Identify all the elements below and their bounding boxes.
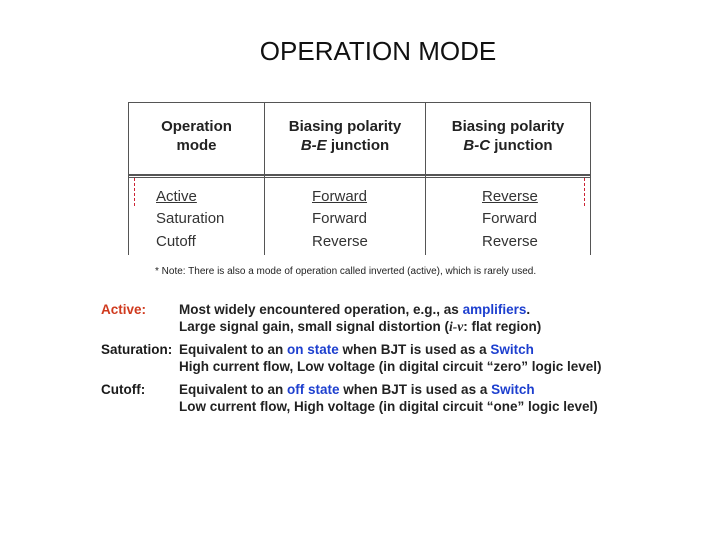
header-rule: [129, 177, 590, 178]
header-rule: [129, 174, 590, 176]
mode-label-cutoff: Cutoff:: [101, 382, 146, 397]
saturation-line-2: High current flow, Low voltage (in digital circuit “zero” logic level): [179, 359, 602, 374]
header-operation-mode: Operation mode: [161, 118, 232, 154]
table-cell-bc: Reverse: [482, 188, 538, 205]
active-line-1: Most widely encountered operation, e.g., as amplifiers.: [179, 302, 531, 317]
operation-mode-table: [128, 102, 591, 255]
mode-label-saturation: Saturation:: [101, 342, 173, 357]
table-cell-mode: Active: [156, 188, 197, 205]
table-cell-bc: Reverse: [482, 233, 538, 250]
saturation-line-1: Equivalent to an on state when BJT is used as a Switch: [179, 342, 534, 357]
header-bc-junction: Biasing polarity B-C junction: [451, 118, 565, 154]
mode-label-active: Active:: [101, 302, 147, 317]
highlight-marker: [134, 178, 135, 206]
table-note: * Note: There is also a mode of operation called inverted (active), which is rarely used.: [155, 266, 537, 277]
header-be-junction: Biasing polarity B-E junction: [288, 118, 402, 154]
page-title: OPERATION MODE: [259, 36, 497, 66]
table-cell-mode: Cutoff: [156, 233, 196, 250]
table-cell-bc: Forward: [482, 210, 538, 227]
table-cell-be: Forward: [312, 188, 368, 205]
table-cell-mode: Saturation: [156, 210, 225, 227]
table-cell-be: Forward: [312, 210, 368, 227]
table-cell-be: Reverse: [312, 233, 368, 250]
active-line-2: Large signal gain, small signal distortion (i-v: flat region): [179, 319, 542, 334]
highlight-marker: [584, 178, 585, 206]
cutoff-line-1: Equivalent to an off state when BJT is used as a Switch: [179, 382, 535, 397]
cutoff-line-2: Low current flow, High voltage (in digital circuit “one” logic level): [179, 399, 598, 414]
